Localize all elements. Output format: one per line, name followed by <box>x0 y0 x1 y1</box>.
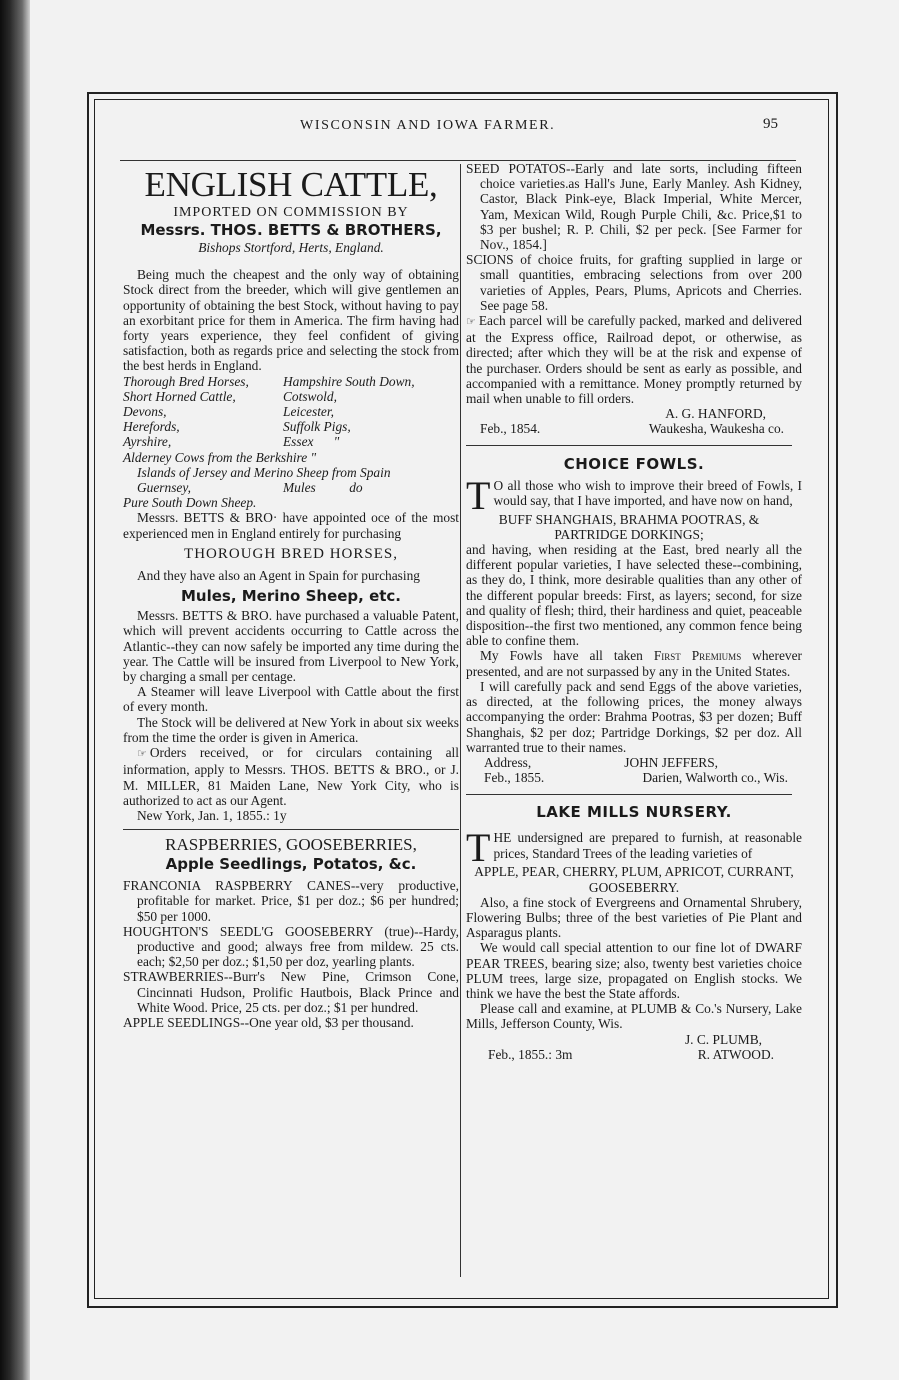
column-rule <box>460 164 461 1277</box>
breed-row <box>123 404 459 419</box>
signature-line <box>466 770 802 785</box>
dateline: New York, Jan. 1, 1855.: 1y <box>137 807 287 823</box>
ad-paragraph <box>123 745 459 808</box>
breed-line: Alderney Cows from the Berkshire " <box>123 449 317 465</box>
product-item: STRAWBERRIES--Burr's New Pine, Crimson Cone, Cincinnati Hudson, Prolific Hautbois, Black Prince and White Wood. Price, 25 cts. per doz.; $1 per hundred. <box>123 969 459 1015</box>
orders-text: Orders received, or for circulars containing all information, apply to Messrs. THOS. BETTS & BRO., or J. M. MILLER, 81 Maiden Lane, New York City, who is authorized to act as our Agent. <box>123 745 459 808</box>
ad-date: Feb., 1855. <box>484 770 545 786</box>
breed-list <box>123 374 459 511</box>
signature-line <box>466 1047 802 1062</box>
ad-paragraph: And they have also an Agent in Spain for purchasing <box>137 568 421 584</box>
firm-name: Messrs. THOS. BETTS & BROTHERS, <box>140 221 442 239</box>
ad-place: Darien, Walworth co., Wis. <box>642 770 788 786</box>
ad-title: CHOICE FOWLS. <box>563 454 705 473</box>
ad-paragraph <box>466 825 802 871</box>
intro-text: O all those who wish to improve their breed of Fowls, I would say, that I have imported, and have now on hand, <box>493 477 802 508</box>
signature: R. ATWOOD. <box>697 1046 774 1062</box>
breed-line: Islands of Jersey and Merino Sheep from Spain <box>137 464 391 480</box>
left-column <box>123 165 459 1030</box>
drop-cap: T <box>466 825 491 871</box>
breed-row <box>123 389 459 404</box>
product-item: SCIONS of choice fruits, for grafting supplied in large or small quantities, embracing selections from over 200 varieties of Apples, Pears, Plums, Apricots and Cherries. See page 58. <box>466 252 802 313</box>
hanford-ad <box>466 161 802 437</box>
breed-item: Cotswold, <box>283 388 337 404</box>
breed-item: Leicester, <box>283 404 334 420</box>
ad-date: Feb., 1854. <box>480 421 541 437</box>
raspberries-ad <box>123 835 459 1030</box>
text-run: First Premiums <box>653 648 742 664</box>
ad-paragraph <box>466 313 802 406</box>
ad-paragraph: Please call and examine, at PLUMB & Co.'s Nursery, Lake Mills, Jefferson County, Wis. <box>466 1001 802 1032</box>
page-number: 95 <box>763 116 778 132</box>
ad-paragraph <box>466 648 802 678</box>
breed-item: Herefords, <box>123 419 180 435</box>
ad-paragraph: Messrs. BETTS & BRO. have purchased a valuable Patent, which will prevent accidents occurring to Cattle across the Atlantic--they can now safely be imported any time during the year. The Cattle will be insured from Liverpool to New York, by charging a small per centage. <box>123 608 459 685</box>
ad-paragraph <box>466 472 802 518</box>
breed-item: Guernsey, <box>137 480 191 496</box>
ad-divider <box>466 794 792 795</box>
breed-item: Short Horned Cattle, <box>123 388 236 404</box>
ad-divider <box>466 445 792 446</box>
signature-line <box>466 755 802 770</box>
breed-row <box>123 480 459 495</box>
breed-item: Suffolk Pigs, <box>283 419 351 435</box>
breed-row <box>123 374 459 389</box>
pointing-hand-icon: ☞ <box>137 748 147 761</box>
ad-paragraph: and having, when residing at the East, bred nearly all the different popular varieties, I have selected these--combining, as they do, I think, more desirable qualities than any other of the different popular breeds: First, as layers; second, for size and quality of flesh; third, their hardiness and quiet, peaceable disposition--the first two mentioned, any common fence being able to confine them. <box>466 542 802 649</box>
signature: A. G. HANFORD, <box>665 406 766 422</box>
product-item: APPLE SEEDLINGS--One year old, $3 per thousand. <box>123 1014 414 1030</box>
tree-list: APPLE, PEAR, CHERRY, PLUM, APRICOT, CURRANT, GOOSEBERRY. <box>474 864 794 895</box>
ad-title: ENGLISH CATTLE, <box>144 165 438 204</box>
ad-subtitle: Apple Seedlings, Potatos, &c. <box>165 855 417 874</box>
breed-item: Mules do <box>283 480 363 496</box>
text-run: wherever presented, and are not surpassed by any in the United States. <box>466 648 802 679</box>
ad-paragraph: A Steamer will leave Liverpool with Cattle about the first of every month. <box>123 684 459 715</box>
breed-item: Essex " <box>283 434 340 450</box>
breed-item: Ayrshire, <box>123 434 172 450</box>
product-item: HOUGHTON'S SEEDL'G GOOSEBERRY (true)--Hardy, productive and good; always free from mildew. 25 cts. each; $2,50 per doz.; $1,50 per doz, yearling plants. <box>123 923 459 970</box>
running-head: WISCONSIN AND IOWA FARMER. <box>300 118 556 133</box>
right-column <box>466 161 802 1062</box>
english-cattle-ad <box>123 165 459 823</box>
breed-line: Pure South Down Sheep. <box>123 495 257 511</box>
breed-item: Hampshire South Down, <box>283 373 415 389</box>
product-item: SEED POTATOS--Early and late sorts, including fifteen choice varieties.as Hall's June, Early Manley. Ash Kidney, Castor, Black Pink-eye, Black Imperial, White Mercer, Yam, Mexican Wild, Rough Purple Chili, &c. Price,$1 to $3 per bushel; R. P. Chili, $2 per peck. [See Farmer for Nov., 1854.] <box>466 161 802 253</box>
ad-divider <box>123 829 459 830</box>
signature-line <box>466 421 802 436</box>
breed-heading: BUFF SHANGHAIS, BRAHMA POOTRAS, & PARTRIDGE DORKINGS; <box>498 511 760 542</box>
section-heading: THOROUGH BRED HORSES, <box>184 545 398 562</box>
ad-place: Waukesha, Waukesha co. <box>648 421 784 437</box>
breed-row <box>123 419 459 434</box>
ad-paragraph: Messrs. BETTS & BRO· have appointed oce of the most experienced men in England entirely for purchasing <box>123 510 459 541</box>
ad-title: LAKE MILLS NURSERY. <box>536 803 732 822</box>
breed-item: Thorough Bred Horses, <box>123 373 249 389</box>
signature: J. C. PLUMB, <box>684 1031 762 1047</box>
ad-paragraph: We would call special attention to our fine lot of DWARF PEAR TREES, bearing size; also, twenty best varieties choice PLUM trees, large size, propagated on English stocks. We think we have the best the State affords. <box>466 940 802 1001</box>
address-label: Address, <box>484 754 532 770</box>
product-item: FRANCONIA RASPBERRY CANES--very productive, profitable for market. Price, $1 per doz.; $6 per hundred; $50 per 1000. <box>123 878 459 924</box>
pointing-hand-icon: ☞ <box>466 316 476 329</box>
ad-paragraph: I will carefully pack and send Eggs of the above varieties, as directed, at the following prices, the money always accompanying the order: Brahma Pootras, $3 per dozen; Buff Shanghais, $2 per doz; Partridge Dorkings, $2 per doz. All warranted true to their names. <box>466 678 802 755</box>
ad-paragraph: The Stock will be delivered at New York in about six weeks from the time the order is given in America. <box>123 714 459 745</box>
breed-row <box>123 434 459 449</box>
ad-paragraph: Also, a fine stock of Evergreens and Ornamental Shrubery, Flowering Bulbs; three of the best varieties of Pie Plant and Asparagus plants. <box>466 894 802 941</box>
choice-fowls-ad <box>466 455 802 786</box>
page-binding-shadow <box>0 0 30 1380</box>
parcel-text: Each parcel will be carefully packed, marked and delivered at the Express office, Railroad depot, or otherwise, as directed; after which they will be at the risk and expense of the purchaser. Orders should be sent as early as possible, and accompanied with a remittance. Money promptly returned by mail when unable to fill orders. <box>466 313 802 407</box>
section-heading: Mules, Merino Sheep, etc. <box>180 587 402 606</box>
lake-mills-nursery-ad <box>466 803 802 1062</box>
ad-date: Feb., 1855.: 3m <box>488 1046 573 1062</box>
intro-text: HE undersigned are prepared to furnish, at reasonable prices, Standard Trees of the leading varieties of <box>493 830 802 861</box>
signature: JOHN JEFFERS, <box>624 754 718 770</box>
ad-paragraph: Being much the cheapest and the only way of obtaining Stock direct from the breeder, which will give gentlemen an opportunity of obtaining the best Stock, without having to pay an exorbitant price for them in America. The firm having had forty years experience, they feel confident of giving satisfaction, both as regards price and selecting the stock from the best herds in England. <box>123 267 459 374</box>
text-run: My Fowls have all taken <box>480 648 643 664</box>
firm-location: Bishops Stortford, Herts, England. <box>198 240 384 255</box>
ad-subtitle: IMPORTED ON COMMISSION BY <box>173 205 409 220</box>
breed-item: Devons, <box>123 404 167 420</box>
ad-title: RASPBERRIES, GOOSEBERRIES, <box>165 835 417 855</box>
drop-cap: T <box>466 472 491 518</box>
